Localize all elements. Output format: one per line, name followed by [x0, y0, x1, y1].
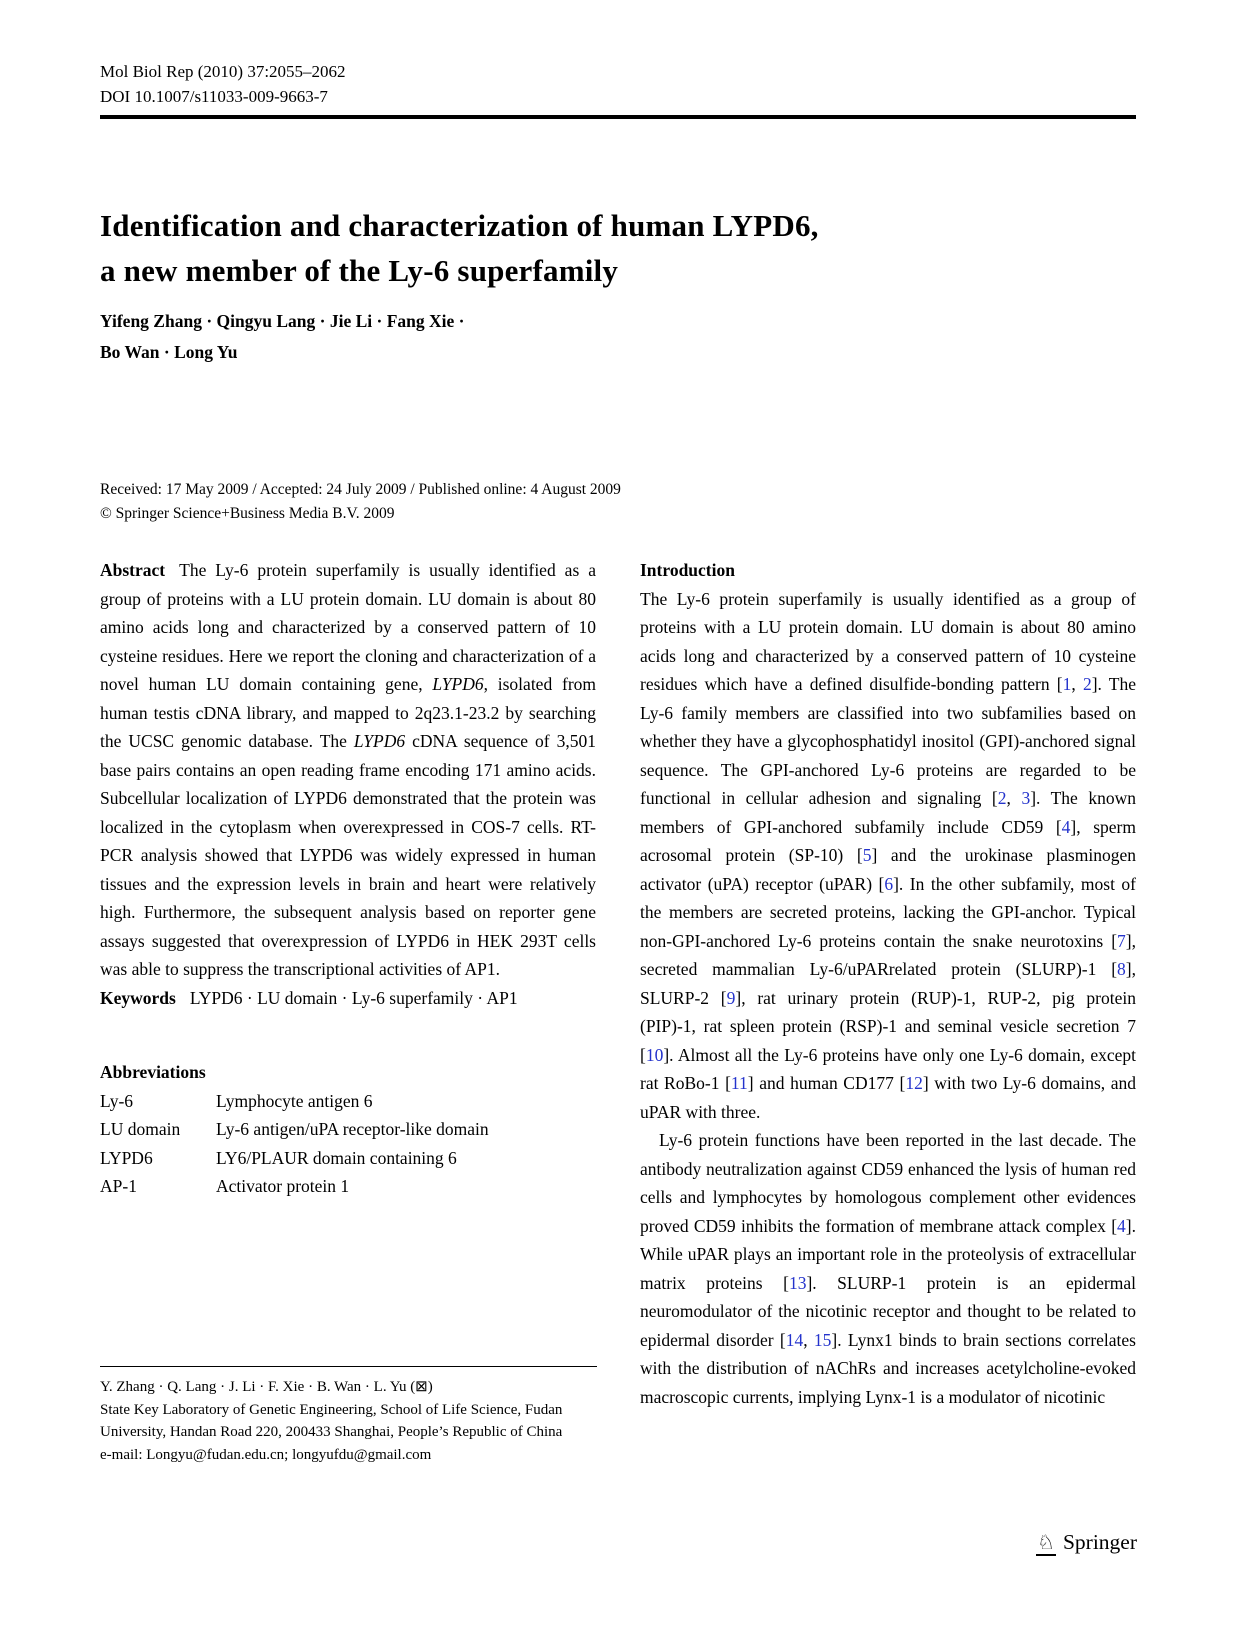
citation-link[interactable]: 10	[645, 1044, 664, 1065]
abbreviation-row	[100, 1115, 596, 1144]
springer-logo	[1036, 1530, 1137, 1556]
journal-doi: DOI 10.1007/s11033-009-9663-7	[100, 87, 328, 106]
publication-dates	[100, 478, 621, 526]
citation-link[interactable]: 13	[788, 1272, 807, 1293]
keywords-paragraph	[100, 984, 596, 1013]
abbreviation-term: LYPD6	[100, 1147, 153, 1168]
title-line-2: a new member of the Ly-6 superfamily	[100, 253, 619, 288]
abbreviation-row	[100, 1087, 596, 1116]
copyright-line: © Springer Science+Business Media B.V. 2009	[100, 505, 395, 522]
page-title	[100, 203, 1040, 293]
abstract-text: The Ly-6 protein superfamily is usually identified as a group of proteins with a LU protein domain. LU domain is about 80 amino acids long and characterized by a conserved pattern of 10 cysteine residues. Here we report the cloning and characterization of a novel human LU domain containing gene, LYPD6, isolated from human testis cDNA library, and mapped to 2q23.1-23.2 by searching the UCSC genomic database. The LYPD6 cDNA sequence of 3,501 base pairs contains an open reading frame encoding 171 amino acids. Subcellular localization of LYPD6 demonstrated that the protein was localized in the cytoplasm when overexpressed in COS-7 cells. RT-PCR analysis showed that LYPD6 was widely expressed in human tissues and the expression levels in brain and heart were relatively high. Furthermore, the subsequent analysis based on reporter gene assays suggested that overexpression of LYPD6 in HEK 293T cells was able to suppress the transcriptional activities of AP1.	[100, 560, 597, 979]
citation-link[interactable]: 2	[1082, 674, 1092, 694]
title-line-1: Identification and characterization of human LYPD6,	[100, 208, 819, 243]
abbreviations-section	[100, 1058, 596, 1201]
footnote-authors: Y. Zhang · Q. Lang · J. Li · F. Xie · B. Wan · L. Yu (⊠)	[100, 1379, 433, 1395]
keywords-label: Keywords	[100, 987, 176, 1008]
footnote-email: e-mail: Longyu@fudan.edu.cn; longyufdu@gmail.com	[100, 1446, 432, 1463]
citation-link[interactable]: 14	[785, 1329, 804, 1350]
citation-link[interactable]: 4	[1117, 1215, 1126, 1236]
left-column	[100, 556, 596, 1411]
citation-link[interactable]: 11	[730, 1073, 748, 1093]
abbreviation-definition: Activator protein 1	[216, 1176, 350, 1196]
journal-header	[100, 59, 346, 109]
abbreviation-definition: Ly-6 antigen/uPA receptor-like domain	[216, 1119, 489, 1139]
abstract-paragraph	[100, 556, 596, 984]
citation-link[interactable]: 8	[1117, 959, 1126, 979]
citation-link[interactable]: 7	[1117, 930, 1126, 951]
abstract-label: Abstract	[100, 560, 166, 580]
citation-link[interactable]: 5	[862, 845, 872, 865]
abbreviations-heading: Abbreviations	[100, 1062, 206, 1082]
author-line-1: Yifeng Zhang · Qingyu Lang · Jie Li · Fang Xie ·	[100, 311, 465, 331]
citation-link[interactable]: 3	[1021, 788, 1031, 808]
correspondence-footnote	[100, 1366, 597, 1466]
citation-link[interactable]: 2	[997, 788, 1007, 808]
abbreviation-term: LU domain	[100, 1119, 181, 1139]
abbreviation-row	[100, 1144, 596, 1173]
abbreviation-row	[100, 1172, 596, 1201]
citation-link[interactable]: 12	[905, 1073, 923, 1093]
introduction-heading: Introduction	[640, 560, 735, 580]
citation-link[interactable]: 6	[884, 873, 894, 894]
abbreviation-definition: LY6/PLAUR domain containing 6	[216, 1147, 457, 1168]
two-column-body	[100, 556, 1136, 1411]
introduction-paragraph-2: Ly-6 protein functions have been reported in the last decade. The antibody neutralization against CD59 enhanced the lysis of human red cells and lymphocytes by homologous complement other evidences proved CD59 inhibits the formation of membrane attack complex [4]. While uPAR plays an important role in the proteolysis of extracellular matrix proteins [13]. SLURP-1 protein is an epidermal neuromodulator of the nicotinic receptor and thought to be related to epidermal disorder [14, 15]. Lynx1 binds to brain sections correlates with the distribution of nAChRs and increases acetylcholine-evoked macroscopic currents, implying Lynx-1 is a modulator of nicotinic	[640, 1130, 1136, 1407]
received-accepted-line: Received: 17 May 2009 / Accepted: 24 July 2009 / Published online: 4 August 2009	[100, 481, 621, 498]
author-list	[100, 306, 464, 368]
right-column	[640, 556, 1136, 1411]
introduction-paragraph-1: The Ly-6 protein superfamily is usually identified as a group of proteins with a LU protein domain. LU domain is about 80 amino acids long and characterized by a conserved pattern of 10 cysteine residues which have a defined disulfide-bonding pattern [1, 2]. The Ly-6 family members are classified into two subfamilies based on whether they have a glycophosphatidyl inositol (GPI)-anchored signal sequence. The GPI-anchored Ly-6 proteins are regarded to be functional in cellular adhesion and signaling [2, 3]. The known members of GPI-anchored subfamily include CD59 [4], sperm acrosomal protein (SP-10) [5] and the urokinase plasminogen activator (uPA) receptor (uPAR) [6]. In the other subfamily, most of the members are secreted proteins, lacking the GPI-anchor. Typical non-GPI-anchored Ly-6 proteins contain the snake neurotoxins [7], secreted mammalian Ly-6/uPARrelated protein (SLURP)-1 [8], SLURP-2 [9], rat urinary protein (RUP)-1, RUP-2, pig protein (PIP)-1, rat spleen protein (RSP)-1 and seminal vesicle secretion 7 [10]. Almost all the Ly-6 proteins have only one Ly-6 domain, except rat RoBo-1 [11] and human CD177 [12] with two Ly-6 domains, and uPAR with three.	[640, 588, 1137, 1122]
springer-logo-text: Springer	[1062, 1530, 1137, 1554]
author-line-2: Bo Wan · Long Yu	[100, 342, 238, 362]
header-rule	[100, 115, 1136, 119]
citation-link[interactable]: 9	[726, 987, 736, 1008]
abbreviation-term: AP-1	[100, 1176, 137, 1196]
footnote-affiliation: State Key Laboratory of Genetic Engineering, School of Life Science, Fudan University, Handan Road 220, 200433 Shanghai, People’s Republic of China	[100, 1401, 563, 1440]
citation-link[interactable]: 15	[813, 1329, 832, 1350]
abbreviation-definition: Lymphocyte antigen 6	[216, 1090, 373, 1111]
springer-knight-icon: ♘	[1037, 1532, 1055, 1554]
keywords-text: LYPD6 · LU domain · Ly-6 superfamily · AP1	[189, 987, 518, 1008]
citation-link[interactable]: 4	[1061, 816, 1071, 837]
citation-link[interactable]: 1	[1062, 674, 1072, 694]
journal-citation: Mol Biol Rep (2010) 37:2055–2062	[100, 62, 346, 81]
abbreviation-term: Ly-6	[100, 1090, 134, 1111]
